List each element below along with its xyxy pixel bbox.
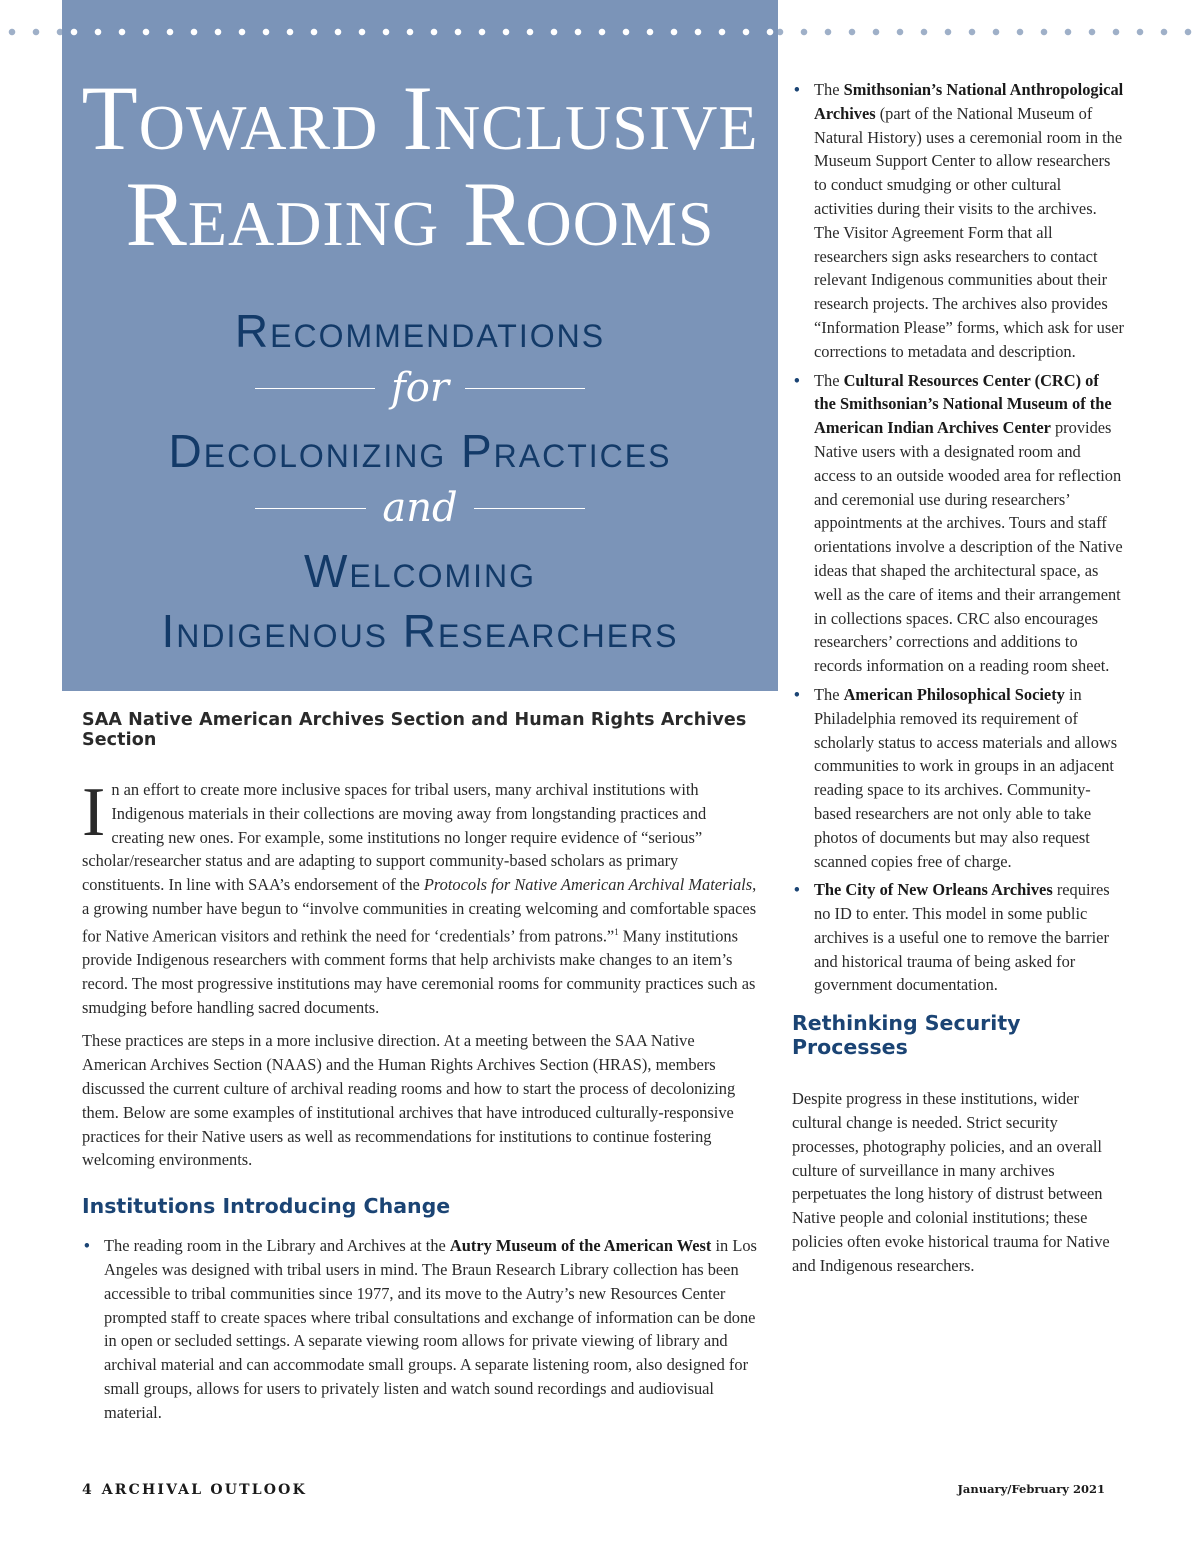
institutions-list-continued bbox=[792, 78, 1124, 997]
title-banner bbox=[62, 0, 778, 691]
section-heading-security: Rethinking Security Processes bbox=[792, 1011, 1021, 1060]
institution-name: The City of New Orleans Archives bbox=[814, 880, 1053, 900]
title-line-1: Toward Inclusive bbox=[81, 67, 759, 169]
list-item-autry bbox=[82, 1234, 758, 1424]
connector-and bbox=[255, 485, 585, 531]
intro-text: n an effort to create more inclusive spaces for tribal users, many archival institutions with Indigenous materials in their collections are moving away from longstanding practices and creating new ones. For example, some institutions no longer require evidence of “serious” scholar/researcher status and are adapting to support community-based scholars as primary constituents. In line with SAA’s endorsement of the bbox=[82, 780, 707, 895]
footer-publication bbox=[82, 1482, 307, 1498]
intro-paragraph bbox=[82, 774, 758, 1019]
item-text: provides Native users with a designated room and access to an outside wooded area for reflection and ceremonial use during researchers’ appointments at the archives. Tours and staff orientations involve a description of the Native ideas that shaped the architectural space, as well as the care of items and their arrangement in collections spaces. CRC also encourages researchers’ corrections and additions to records information on a reading room sheet. bbox=[814, 418, 1123, 676]
item-text: The bbox=[814, 80, 844, 99]
footnote-marker: 1 bbox=[614, 926, 619, 937]
intro-text: , a growing number have begun to “involve communities in creating welcoming and comfortable spaces for Native American visitors and rethink the need for ‘credentials’ from patrons.” bbox=[82, 875, 757, 946]
item-text: The bbox=[814, 370, 844, 390]
item-text: requires no ID to enter. This model in some public archives is a useful one to remove the barrier and historical trauma of being asked for government documentation. bbox=[814, 880, 1110, 995]
institution-name: Smithsonian’s National Anthropological Archives bbox=[814, 80, 1124, 123]
security-paragraph: Despite progress in these institutions, wider cultural change is needed. Strict security processes, photography policies, and an overall culture of surveillance in many archives perpetuates the long history of distrust between Native people and colonial institutions; these policies often evoke historical trauma for Native and Indigenous researchers. bbox=[792, 1089, 1110, 1275]
connector-for bbox=[255, 365, 585, 411]
page-number: 4 bbox=[82, 1482, 92, 1498]
connector-word: and bbox=[382, 485, 458, 531]
institutions-list bbox=[82, 1234, 758, 1424]
section-heading-institutions: Institutions Introducing Change bbox=[82, 1194, 451, 1219]
item-text: (part of the National Museum of Natural History) uses a ceremonial room in the Museum Support Center to allow researchers to conduct smudging or other cultural activities during their visits to the archives. The Visitor Agreement Form that all researchers sign asks researchers to contact relevant Indigenous communities about their research projects. The archives also provides “Information Please” forms, which ask for user corrections to metadata and description. bbox=[814, 103, 1124, 361]
ornament-rule bbox=[255, 388, 375, 389]
protocols-title: Protocols for Native American Archival Materials bbox=[423, 875, 753, 895]
publication-name: ARCHIVAL OUTLOOK bbox=[101, 1482, 307, 1498]
drop-cap: I bbox=[82, 774, 106, 851]
item-text: in Philadelphia removed its requirement of scholarly status to access materials and allows communities to work in groups in an adjacent reading space to its archives. Community-based researchers are not only able to take photos of documents but may also request scanned copies free of charge. bbox=[814, 684, 1118, 871]
ornament-rule bbox=[255, 508, 366, 509]
second-paragraph: These practices are steps in a more inclusive direction. At a meeting between the SAA Native American Archives Section (NAAS) and the Human Rights Archives Section (HRAS), members discussed the current culture of archival reading rooms and how to start the process of decolonizing them. Below are some examples of institutional archives that have introduced culturally-responsive practices for their Native users as well as recommendations for institutions to continue fostering welcoming environments. bbox=[82, 1031, 736, 1170]
list-item-smithsonian-naa bbox=[792, 78, 1124, 364]
ornament-rule bbox=[474, 508, 585, 509]
subtitle-line-1: Recommendations bbox=[234, 305, 606, 357]
banner-dotted-border bbox=[62, 27, 778, 37]
institution-name: Cultural Resources Center (CRC) of the Smithsonian’s National Museum of the American Indian Archives Center bbox=[814, 370, 1112, 438]
byline: SAA Native American Archives Section and Human Rights Archives Section bbox=[82, 710, 747, 750]
institution-name: American Philosophical Society bbox=[843, 684, 1065, 704]
footer-issue: January/February 2021 bbox=[957, 1482, 1105, 1496]
connector-word: for bbox=[391, 365, 450, 411]
institution-name: Autry Museum of the American West bbox=[449, 1236, 712, 1256]
ornament-rule bbox=[465, 388, 585, 389]
item-text: The bbox=[814, 684, 844, 704]
list-item-crc bbox=[792, 369, 1124, 678]
right-column bbox=[792, 78, 1124, 1278]
subtitle-line-2: Decolonizing Practices bbox=[168, 425, 672, 477]
subtitle-line-4: Indigenous Researchers bbox=[161, 605, 679, 657]
title-line-2: Reading Rooms bbox=[125, 163, 715, 265]
item-text: The reading room in the Library and Archives at the bbox=[104, 1236, 450, 1256]
list-item-aps bbox=[792, 683, 1124, 873]
intro-text: Many institutions provide Indigenous researchers with comment forms that help archivists make changes to an item’s record. The most progressive institutions may have ceremonial rooms for community practices such as smudging before handling sacred documents. bbox=[82, 926, 756, 1017]
left-column bbox=[82, 774, 758, 1425]
item-text: in Los Angeles was designed with tribal users in mind. The Braun Research Library collection has been accessible to tribal communities since 1977, and its move to the Autry’s new Resources Center prompted staff to create spaces where tribal consultations and exchange of information can be done in open or secluded settings. A separate viewing room allows for private viewing of library and archival material and can accommodate small groups. A separate listening room, also designed for small groups, allows for users to privately listen and watch sound recordings and audiovisual material. bbox=[104, 1236, 757, 1422]
list-item-new-orleans bbox=[792, 878, 1124, 997]
subtitle-line-3: Welcoming bbox=[303, 545, 537, 597]
